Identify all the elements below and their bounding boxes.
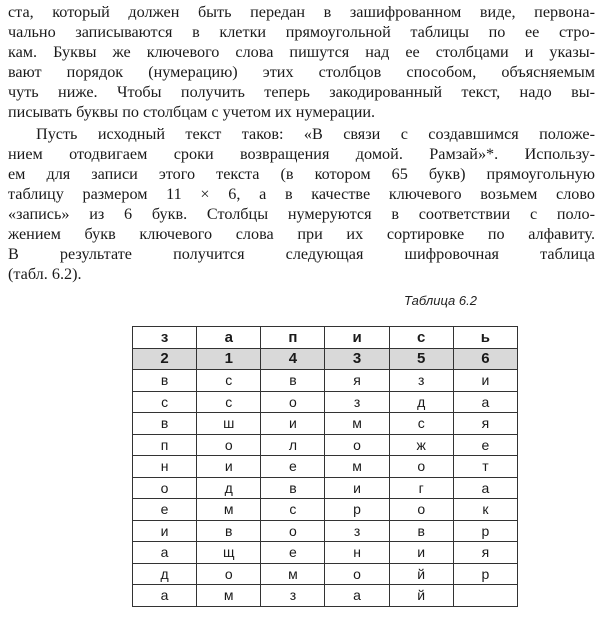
table-cell: п [261,327,325,349]
text-line: чуть ниже. Чтобы получить теперь закодированный текст, надо вы- [8,83,595,101]
text-line: ста, который должен быть передан в зашифрованном виде, первона- [8,3,595,21]
table-cell: о [197,563,261,585]
table-cell: а [453,477,517,499]
table-cell: з [389,370,453,392]
table-cell: д [197,477,261,499]
table-cell: я [453,413,517,435]
table-cell: з [325,520,389,542]
table-cell: з [133,327,197,349]
table-cell: е [261,456,325,478]
table-cell: 3 [325,348,389,370]
table-cell: о [133,477,197,499]
paragraph-example [8,124,595,284]
table-cell: в [133,413,197,435]
text-line: Пусть исходный текст таков: «В связи с создавшимся положе- [36,125,595,143]
table-cell: т [453,456,517,478]
table-cell: р [453,520,517,542]
table-cell: а [133,542,197,564]
table-cell: р [453,563,517,585]
table-cell: м [325,413,389,435]
text-line: жением букв ключевого слова при их сортировке по алфавиту. [8,225,595,243]
text-line: «запись» из 6 букв. Столбцы нумеруются в соответствии с поло- [8,205,595,223]
table-cell: и [197,456,261,478]
text-line: кам. Буквы же ключевого слова пишутся над ее столбцами и указы- [8,43,595,61]
table-cell: 4 [261,348,325,370]
text-line: В результате получится следующая шифровочная таблица [8,245,595,263]
table-cell: з [325,391,389,413]
table-cell: о [389,456,453,478]
table-cell: н [325,542,389,564]
table-cell: в [389,520,453,542]
table-cell: д [389,391,453,413]
table-row [133,391,518,413]
table-cell: м [325,456,389,478]
text-line: ем для записи этого текста (в котором 65 букв) прямоугольную [8,165,595,183]
table-cell: о [325,434,389,456]
table-row [133,370,518,392]
key-letters-row [133,327,518,349]
table-cell: 2 [133,348,197,370]
text-line: чально записываются в клетки прямоугольной таблицы по ее стро- [8,23,595,41]
table-cell: е [261,542,325,564]
table-cell: ж [389,434,453,456]
table-cell: с [197,391,261,413]
table-cell: о [261,520,325,542]
table-cell: а [197,327,261,349]
table-row [133,413,518,435]
table-cell: о [261,391,325,413]
table-cell: н [133,456,197,478]
table-cell: щ [197,542,261,564]
text-line: таблицу размером 11 × 6, а в качестве ключевого возьмем слово [8,185,595,203]
key-numbers-row [133,348,518,370]
table-cell: и [389,542,453,564]
table-cell: 1 [197,348,261,370]
table-row [133,499,518,521]
paragraph-intro [8,2,595,122]
table-cell: г [389,477,453,499]
table-cell: в [197,520,261,542]
text-line: (табл. 6.2). [8,265,82,283]
table-cell: м [261,563,325,585]
table-cell: 6 [453,348,517,370]
table-caption: Таблица 6.2 [404,293,477,308]
table-cell: в [261,370,325,392]
table-cell: и [261,413,325,435]
table-cell: ш [197,413,261,435]
table-row [133,585,518,607]
table-row [133,456,518,478]
table-cell: й [389,563,453,585]
table-cell: д [133,563,197,585]
table-row [133,563,518,585]
table-cell: е [133,499,197,521]
table-cell: м [197,499,261,521]
table-cell: я [453,542,517,564]
table-cell: а [325,585,389,607]
table-cell: с [133,391,197,413]
table-cell: р [325,499,389,521]
table-cell: и [133,520,197,542]
cipher-table [132,326,518,607]
table-cell: и [325,327,389,349]
table-row [133,520,518,542]
table-row [133,477,518,499]
table-cell: о [325,563,389,585]
table-cell: о [389,499,453,521]
table-cell: с [389,413,453,435]
table-cell: и [325,477,389,499]
table-cell: 5 [389,348,453,370]
table-cell: м [197,585,261,607]
table-cell [453,585,517,607]
table-cell: с [261,499,325,521]
table-cell: о [197,434,261,456]
table-cell: з [261,585,325,607]
table-cell: в [133,370,197,392]
table-cell: п [133,434,197,456]
table-cell: с [197,370,261,392]
table-cell: в [261,477,325,499]
text-line: нием отодвигаем сроки возвращения домой. Рамзай»*. Использу- [8,145,595,163]
table-cell: й [389,585,453,607]
text-line: писывать буквы по столбцам с учетом их нумерации. [8,103,376,121]
table-cell: с [389,327,453,349]
table-cell: к [453,499,517,521]
text-line: вают порядок (нумерацию) этих столбцов способом, объясняемым [8,63,595,81]
table-cell: и [453,370,517,392]
table-cell: л [261,434,325,456]
table-row [133,542,518,564]
table-cell: е [453,434,517,456]
table-cell: а [453,391,517,413]
table-row [133,434,518,456]
table-cell: я [325,370,389,392]
table-cell: ь [453,327,517,349]
table-cell: а [133,585,197,607]
